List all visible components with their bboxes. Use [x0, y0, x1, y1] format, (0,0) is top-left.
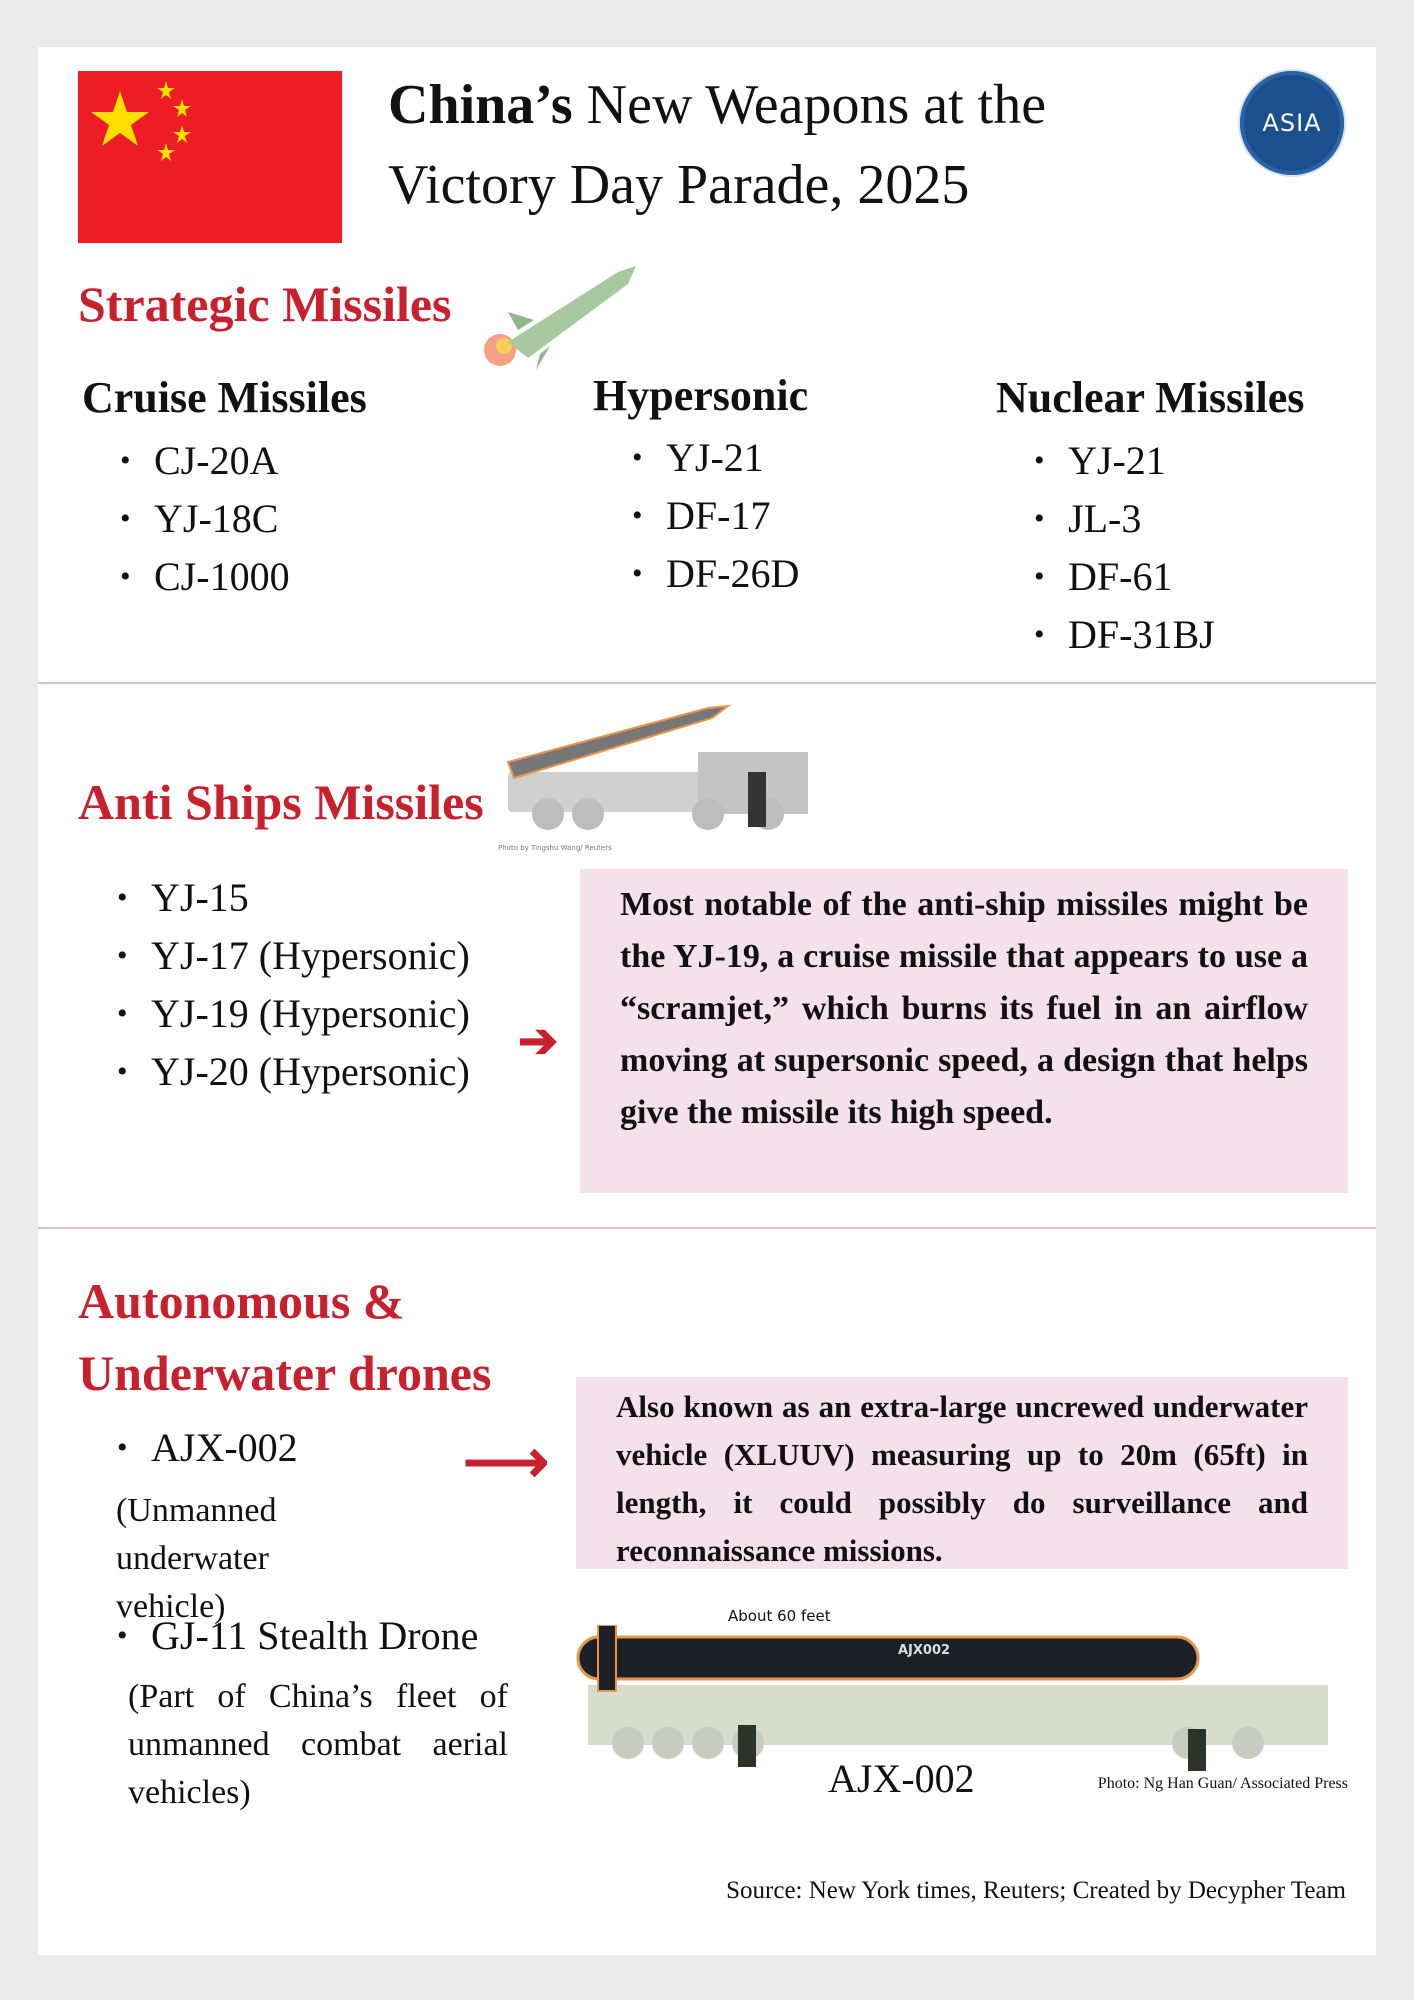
list-item: • YJ-18C — [114, 490, 290, 548]
cruise-missiles-list — [114, 432, 290, 606]
drone-desc-ajx002: (Unmanned underwater vehicle) — [116, 1492, 277, 1625]
list-item: • DF-61 — [1028, 548, 1215, 606]
section-heading-strategic: Strategic Missiles — [78, 276, 452, 332]
list-item: • DF-31BJ — [1028, 606, 1215, 664]
column-heading-hypersonic: Hypersonic — [593, 371, 809, 420]
title-bold: China’s — [388, 74, 573, 136]
list-item: • AJX-002 — [111, 1419, 298, 1477]
drones-heading-line2: Underwater drones — [78, 1345, 492, 1401]
list-item: • YJ-21 — [1028, 432, 1215, 490]
nuclear-missiles-list — [1028, 432, 1215, 664]
list-item: • DF-26D — [626, 545, 799, 603]
logo-text: ASIA — [1262, 109, 1322, 137]
yj19-launcher-image — [498, 702, 818, 852]
asia-logo — [1240, 71, 1344, 175]
section-divider — [38, 1227, 1376, 1229]
yj19-note-box: Most notable of the anti-ship missiles might be the YJ-19, a cruise missile that appears to use a “scramjet,” which burns its fuel in an airflow moving at supersonic speed, a design that helps give the missile its high speed. — [580, 869, 1348, 1193]
china-flag-icon — [78, 71, 342, 243]
list-item: • JL-3 — [1028, 490, 1215, 548]
drone-item-gj11 — [111, 1607, 478, 1665]
rocket-icon — [478, 262, 648, 377]
drones-heading-line1: Autonomous & — [78, 1273, 405, 1329]
infographic-page — [38, 47, 1376, 1955]
section-divider — [38, 682, 1376, 684]
ajx002-note-box: Also known as an extra-large uncrewed underwater vehicle (XLUUV) measuring up to 20m (65ft) in length, it could possibly do surveillance and reconnaissance missions. — [576, 1377, 1348, 1569]
list-item: • GJ-11 Stealth Drone — [111, 1607, 478, 1665]
column-heading-nuclear: Nuclear Missiles — [996, 373, 1305, 422]
title-line1: New Weapons at the — [572, 74, 1047, 136]
list-item: • CJ-20A — [114, 432, 290, 490]
list-item: • YJ-15 — [111, 869, 470, 927]
list-item: • YJ-19 (Hypersonic) — [111, 985, 470, 1043]
drone-item-ajx002 — [111, 1419, 298, 1477]
antiship-list — [111, 869, 470, 1101]
drone-desc-gj11: (Part of China’s fleet of unmanned combat aerial vehicles) — [128, 1678, 508, 1811]
section-heading-antiship: Anti Ships Missiles — [78, 774, 484, 830]
ajx002-image — [568, 1607, 1348, 1807]
arrow-right-icon: ➔ — [518, 1015, 559, 1068]
list-item: • YJ-17 (Hypersonic) — [111, 927, 470, 985]
photo-caption: Photo by Tingshu Wang/ Reuters — [498, 844, 612, 852]
list-item: • YJ-20 (Hypersonic) — [111, 1043, 470, 1101]
image-title: AJX-002 — [828, 1756, 975, 1801]
hypersonic-list — [626, 429, 799, 603]
source-note: Source: New York times, Reuters; Created by Decypher Team — [726, 1877, 1346, 1904]
column-heading-cruise: Cruise Missiles — [82, 373, 367, 422]
list-item: • DF-17 — [626, 487, 799, 545]
arrow-right-icon: ⟶ — [463, 1429, 550, 1495]
photo-credit: Photo: Ng Han Guan/ Associated Press — [1097, 1775, 1348, 1792]
list-item: • YJ-21 — [626, 429, 799, 487]
hull-label: AJX002 — [898, 1643, 951, 1658]
section-heading-drones — [78, 1265, 491, 1409]
title-line2: Victory Day Parade, 2025 — [388, 154, 970, 216]
list-item: • CJ-1000 — [114, 548, 290, 606]
image-length-label: About 60 feet — [728, 1607, 831, 1625]
page-title — [388, 65, 1046, 225]
